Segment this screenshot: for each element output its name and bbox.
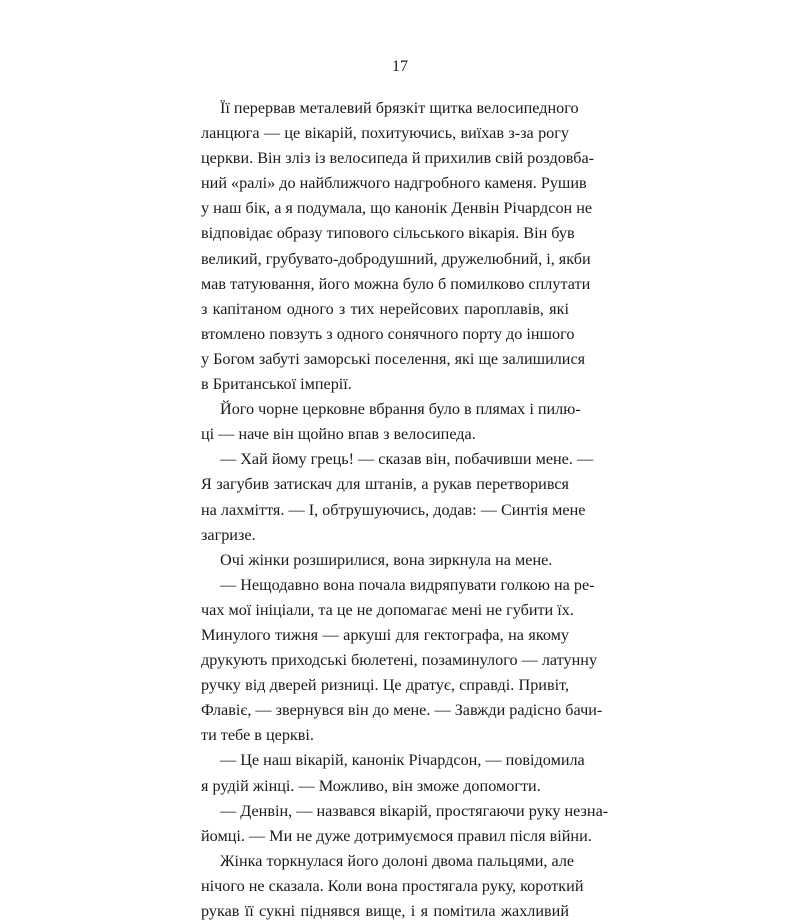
text-line: — Денвін, — назвався вікарій, простягаючи руку незна- <box>220 801 609 820</box>
paragraph <box>201 548 569 573</box>
text-line: Її перервав металевий брязкіт щитка велосипедного <box>220 99 579 117</box>
text-line: друкують приходські бюлетені, позаминулого — латунну <box>201 651 598 670</box>
text-line: Флавіє, — звернувся він до мене. — Завжди радісно бачи- <box>201 701 603 720</box>
paragraph <box>201 849 584 924</box>
text-line: — Хай йому грець! — сказав він, побачивши мене. — <box>220 450 594 469</box>
text-line: втомлено повзуть з одного сонячного порту до іншого <box>201 324 575 343</box>
text-line: Я загубив затискач для штанів, а рукав перетворився <box>201 475 569 494</box>
paragraph <box>201 799 609 849</box>
text-line: церкви. Він зліз із велосипеда й прихилив свій роздовба- <box>201 149 595 168</box>
paragraph <box>201 96 595 397</box>
text-line: — Це наш вікарій, канонік Річардсон, — повідомила <box>220 751 585 770</box>
text-line: я рудій жінці. — Можливо, він зможе допомогти. <box>201 776 541 795</box>
text-line: відповідає образу типового сільського вікарія. Він був <box>201 224 575 243</box>
text-line: у наш бік, а я подумала, що канонік Денвін Річардсон не <box>201 199 593 218</box>
text-line: ці — наче він щойно впав з велосипеда. <box>201 425 476 444</box>
paragraph <box>201 397 581 447</box>
text-line: Жінка торкнулася його долоні двома пальцями, але <box>220 851 575 870</box>
text-line: великий, грубувато-добродушний, дружелюбний, і, якби <box>201 249 591 268</box>
paragraph <box>201 748 585 798</box>
text-line: йомці. — Ми не дуже дотримуємося правил після війни. <box>201 826 592 845</box>
text-line: на лахміття. — І, обтрушуючись, додав: — Синтія мене <box>201 500 586 519</box>
text-line: у Богом забуті заморські поселення, які ще залишилися <box>201 349 586 368</box>
text-line: Його чорне церковне вбрання було в плямах і пилю- <box>220 400 581 419</box>
paragraph <box>201 573 603 749</box>
text-line: чах мої ініціали, та це не допомагає мені не губити їх. <box>201 600 574 619</box>
text-line: з капітаном одного з тих нерейсових пароплавів, які <box>201 299 569 318</box>
text-line: ручку від дверей ризниці. Це дратує, справді. Привіт, <box>201 676 569 695</box>
text-line: ланцюга — це вікарій, похитуючись, виїхав з-за рогу <box>201 124 569 143</box>
text-line: Минулого тижня — аркуші для гектографа, на якому <box>201 625 569 644</box>
text-line: мав татуювання, його можна було б помилково сплутати <box>201 274 591 293</box>
paragraph <box>201 447 594 547</box>
text-line: рукав її сукні піднявся вище, і я помітила жахливий <box>201 902 569 920</box>
text-line: ний «ралі» до найближчого надгробного каменя. Рушив <box>201 174 587 193</box>
text-line: загризе. <box>201 525 256 544</box>
text-line: Очі жінки розширилися, вона зиркнула на мене. <box>220 550 553 569</box>
text-line: нічого не сказала. Коли вона простягала руку, короткий <box>201 876 584 895</box>
text-line: ти тебе в церкві. <box>201 726 314 745</box>
text-line: — Нещодавно вона почала видряпувати голкою на ре- <box>220 575 595 594</box>
page-number: 17 <box>392 58 408 75</box>
text-line: в Британської імперії. <box>201 375 352 394</box>
